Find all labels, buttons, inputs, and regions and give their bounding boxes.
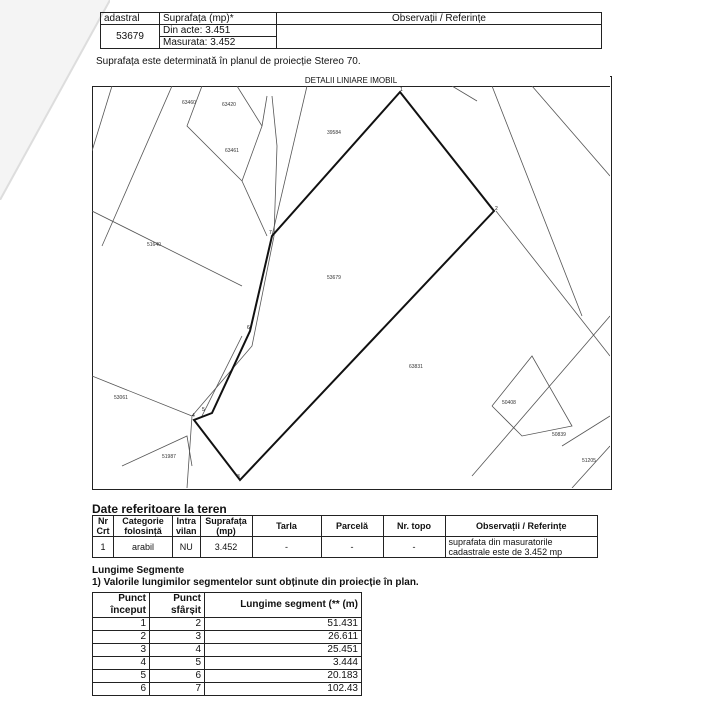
col-header: Punct sfârșit bbox=[150, 593, 205, 618]
parcel-label parcel-main: 53679 bbox=[327, 275, 341, 281]
col-header: Tarla bbox=[252, 516, 321, 537]
parcel-label: 50408 bbox=[502, 400, 516, 406]
cadastral-plan bbox=[92, 86, 610, 488]
parcel-label: 63460 bbox=[182, 100, 196, 106]
col-header: Nr. topo bbox=[383, 516, 445, 537]
parcel-label: 53061 bbox=[114, 395, 128, 401]
parcel-label: 39584 bbox=[327, 130, 341, 136]
observatii-header: Observații / Referințe bbox=[277, 13, 602, 25]
vertex-label: 3 bbox=[237, 474, 240, 480]
cell: 3.452 bbox=[200, 537, 252, 558]
cell: 4 bbox=[93, 657, 150, 670]
table-row bbox=[93, 670, 362, 683]
cell: 3 bbox=[93, 644, 150, 657]
projection-note: Suprafața este determinată în planul de proiecție Stereo 70. bbox=[96, 56, 361, 67]
table-row bbox=[93, 683, 362, 696]
col-header: Punct început bbox=[93, 593, 150, 618]
vertex-label: 4 bbox=[192, 413, 195, 419]
cell: 1 bbox=[93, 618, 150, 631]
table-row bbox=[93, 618, 362, 631]
cell: 4 bbox=[150, 644, 205, 657]
din-acte: Din acte: 3.451 bbox=[160, 25, 277, 37]
cell: 3 bbox=[150, 631, 205, 644]
cell: 51.431 bbox=[205, 618, 362, 631]
vertex-label: 2 bbox=[495, 206, 498, 212]
col-header: Observații / Referințe bbox=[445, 516, 598, 537]
parcel-label: 63831 bbox=[409, 364, 423, 370]
summary-table bbox=[100, 12, 602, 49]
cell: - bbox=[252, 537, 321, 558]
cell: 102.43 bbox=[205, 683, 362, 696]
col-header: Categorie folosință bbox=[114, 516, 173, 537]
table-row bbox=[93, 644, 362, 657]
parcel-label: 51987 bbox=[162, 454, 176, 460]
parcel-53679-boundary bbox=[194, 92, 494, 480]
col-header: Parcelă bbox=[321, 516, 383, 537]
suprafata-header: Suprafața (mp)* bbox=[160, 13, 277, 25]
teren-heading: Date referitoare la teren bbox=[92, 502, 227, 516]
segments-heading bbox=[92, 565, 419, 589]
table-row bbox=[93, 657, 362, 670]
cell: 6 bbox=[150, 670, 205, 683]
cadastral-header: adastral bbox=[101, 13, 160, 25]
col-header: Lungime segment (** (m) bbox=[205, 593, 362, 618]
plan-title: DETALII LINIARE IMOBIL bbox=[92, 76, 610, 87]
col-header: Nr Crt bbox=[93, 516, 114, 537]
observatii-cell bbox=[277, 25, 602, 49]
cell: 26.611 bbox=[205, 631, 362, 644]
parcel-label: 50839 bbox=[552, 432, 566, 438]
cell: 7 bbox=[150, 683, 205, 696]
parcel-label: 63461 bbox=[225, 148, 239, 154]
cell: 2 bbox=[150, 618, 205, 631]
cell: 25.451 bbox=[205, 644, 362, 657]
masurata: Masurata: 3.452 bbox=[160, 37, 277, 49]
vertex-label: 7 bbox=[269, 230, 272, 236]
table-row bbox=[93, 631, 362, 644]
cell: 3.444 bbox=[205, 657, 362, 670]
teren-table bbox=[92, 515, 598, 558]
vertex-label: 6 bbox=[247, 325, 250, 331]
col-header: Intra vilan bbox=[173, 516, 201, 537]
cell: - bbox=[321, 537, 383, 558]
parcel-label: 51640 bbox=[147, 242, 161, 248]
cell: NU bbox=[173, 537, 201, 558]
parcel-label: 51205 bbox=[582, 458, 596, 464]
cell: 20.183 bbox=[205, 670, 362, 683]
segments-title: Lungime Segmente bbox=[92, 565, 185, 576]
cell: suprafata din masuratorile cadastrale este de 3.452 mp bbox=[445, 537, 598, 558]
segments-subtitle: 1) Valorile lungimilor segmentelor sunt obținute din proiecție în plan. bbox=[92, 577, 419, 588]
cell: 5 bbox=[93, 670, 150, 683]
cadastral-number: 53679 bbox=[101, 25, 160, 49]
cell: - bbox=[383, 537, 445, 558]
cell: 6 bbox=[93, 683, 150, 696]
col-header: Suprafața (mp) bbox=[200, 516, 252, 537]
parcel-label: 63420 bbox=[222, 102, 236, 108]
cell: 1 bbox=[93, 537, 114, 558]
vertex-label: 1 bbox=[400, 87, 403, 93]
vertex-label: 5 bbox=[202, 407, 205, 413]
cell: 5 bbox=[150, 657, 205, 670]
cell: arabil bbox=[114, 537, 173, 558]
segments-table bbox=[92, 592, 362, 696]
cell: 2 bbox=[93, 631, 150, 644]
